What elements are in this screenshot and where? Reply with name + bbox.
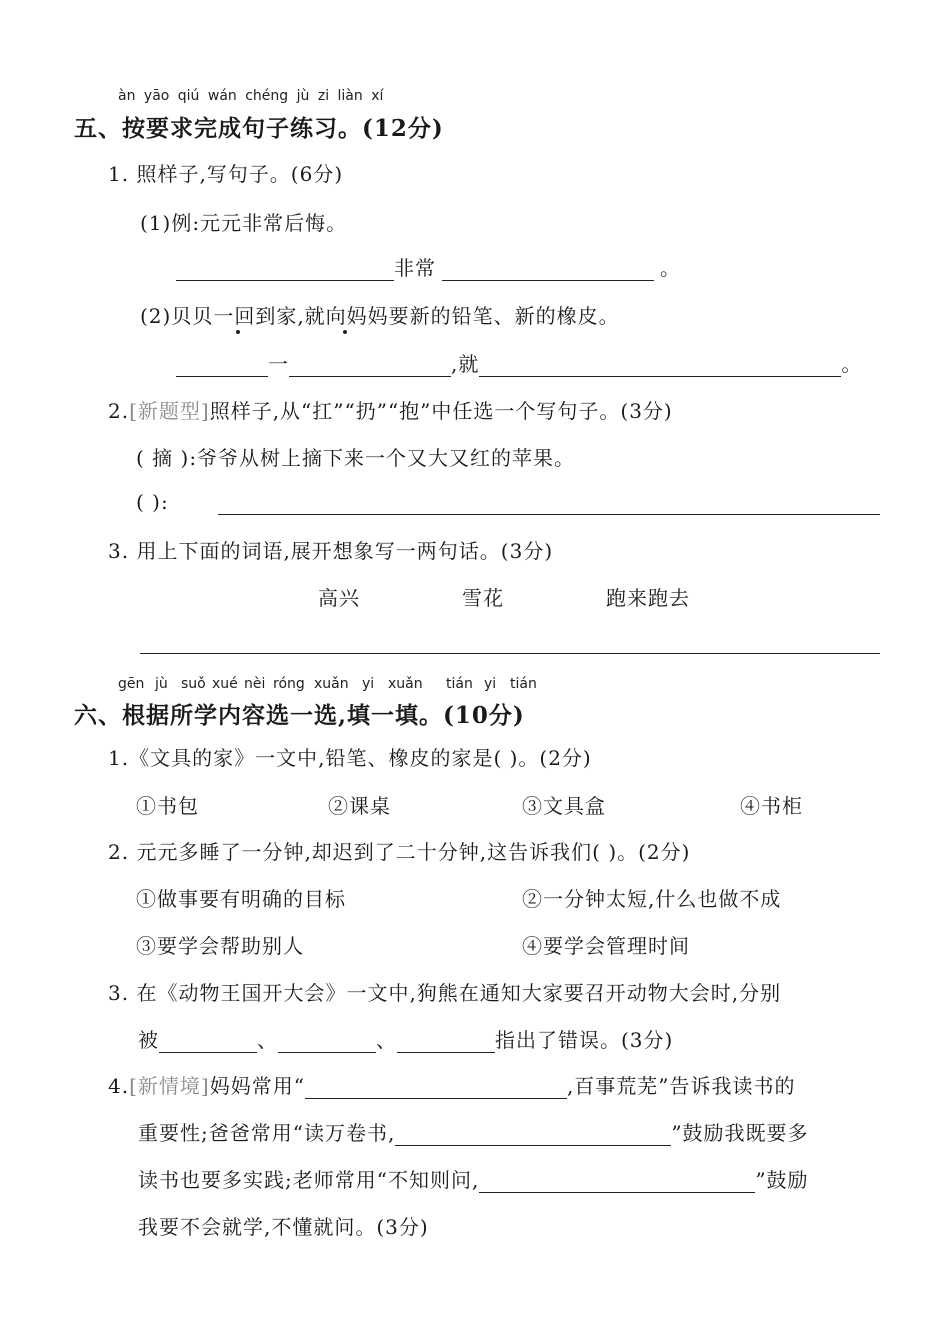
blank[interactable]	[395, 1121, 671, 1146]
s6-q2-option-4[interactable]: ④要学会管理时间	[522, 934, 690, 958]
section5-title: 五、按要求完成句子练习。(12分)	[74, 115, 444, 142]
q4-l1a: 妈妈常用“	[209, 1074, 305, 1098]
pinyin-syllable: yi	[484, 676, 497, 692]
s6-q4-line3	[138, 1164, 809, 1193]
new-type-tag: [新题型]	[129, 399, 210, 423]
pinyin-syllable: xuǎn	[388, 676, 423, 692]
blank[interactable]	[397, 1028, 495, 1053]
blank[interactable]	[278, 1028, 376, 1053]
blank[interactable]	[176, 352, 268, 377]
s6-q1-option-2[interactable]: ②课桌	[328, 794, 391, 818]
q4-l3a: 读书也要多实践;老师常用“不知则问,	[138, 1168, 480, 1192]
pinyin-syllable: róng	[273, 676, 305, 692]
s5-q3-word-2: 雪花	[462, 586, 504, 610]
section6-title: 六、根据所学内容选一选,填一填。(10分)	[74, 702, 525, 729]
q4-num: 4.	[108, 1074, 130, 1098]
pinyin-syllable: gēn	[118, 676, 145, 692]
q4-l1b: ,百事荒芜”告诉我读书的	[566, 1074, 796, 1098]
s5-q2-example: ( 摘 ):爷爷从树上摘下来一个又大又红的苹果。	[136, 446, 576, 470]
pinyin-syllable: jù	[155, 676, 168, 692]
pinyin-syllable: suǒ	[181, 676, 206, 692]
pinyin-syllable: tián	[510, 676, 537, 692]
s6-q3-line1: 3. 在《动物王国开大会》一文中,狗熊在通知大家要召开动物大会时,分别	[108, 981, 782, 1005]
emphasis-dot	[343, 330, 347, 334]
q4-l2b: ”鼓励我既要多	[671, 1121, 809, 1145]
pinyin-syllable: nèi	[244, 676, 266, 692]
pinyin-syllable: tián	[446, 676, 473, 692]
s6-q1-option-4[interactable]: ④书柜	[740, 794, 803, 818]
q3-sep: 、	[257, 1028, 278, 1052]
s5-q3-title: 3. 用上下面的词语,展开想象写一两句话。(3分)	[108, 539, 554, 563]
p2-end: 。	[841, 352, 863, 376]
pinyin-syllable: yi	[362, 676, 375, 692]
blank[interactable]	[479, 1168, 755, 1193]
blank[interactable]	[289, 352, 451, 377]
blank[interactable]	[479, 352, 841, 377]
q3-suffix: 指出了错误。(3分)	[495, 1028, 674, 1052]
q4-l3b: ”鼓励	[755, 1168, 809, 1192]
s6-q4-line2	[138, 1117, 809, 1146]
s6-q1-option-3[interactable]: ③文具盒	[522, 794, 606, 818]
s6-q4-line1	[108, 1070, 796, 1099]
s5-q1-title: 1. 照样子,写句子。(6分)	[108, 162, 344, 186]
q3-prefix: 被	[138, 1028, 159, 1052]
s5-q1-p2-answer	[176, 348, 862, 377]
answer-line[interactable]	[218, 514, 880, 515]
s5-q3-word-3: 跑来跑去	[606, 586, 690, 610]
s6-q4-line4: 我要不会就学,不懂就问。(3分)	[138, 1215, 429, 1239]
s6-q2-title: 2. 元元多睡了一分钟,却迟到了二十分钟,这告诉我们( )。(2分)	[108, 840, 691, 864]
p2-jiu: ,就	[451, 352, 480, 376]
q2-num: 2.	[108, 399, 130, 423]
s6-q1-title: 1.《文具的家》一文中,铅笔、橡皮的家是( )。(2分)	[108, 746, 592, 770]
pinyin-syllable: xuǎn	[314, 676, 349, 692]
blank[interactable]	[176, 256, 394, 281]
p1-end: 。	[660, 256, 681, 280]
new-context-tag: [新情境]	[129, 1074, 210, 1098]
s5-q1-p2-example: (2)贝贝一回到家,就向妈妈要新的铅笔、新的橡皮。	[140, 304, 620, 328]
emphasis-dot	[236, 330, 240, 334]
q4-l2a: 重要性;爸爸常用“读万卷书,	[138, 1121, 396, 1145]
s5-q1-p1-answer	[176, 252, 681, 281]
s5-q1-p1-example: (1)例:元元非常后悔。	[140, 211, 348, 235]
p1-word: 非常	[394, 256, 436, 280]
s6-q1-option-1[interactable]: ①书包	[136, 794, 199, 818]
s6-q2-option-3[interactable]: ③要学会帮助别人	[136, 934, 304, 958]
p2-yi: 一	[268, 352, 289, 376]
answer-line[interactable]	[140, 653, 880, 654]
s6-q2-option-1[interactable]: ①做事要有明确的目标	[136, 887, 346, 911]
q2-text: 照样子,从“扛”“扔”“抱”中任选一个写句子。(3分)	[209, 399, 673, 423]
s5-q2-title	[108, 395, 673, 424]
q3-sep: 、	[376, 1028, 397, 1052]
blank[interactable]	[442, 256, 654, 281]
s5-q2-answer-prefix: ( ):	[136, 490, 169, 514]
s5-q3-word-1: 高兴	[318, 586, 360, 610]
s6-q2-option-2[interactable]: ②一分钟太短,什么也做不成	[522, 887, 782, 911]
blank[interactable]	[159, 1028, 257, 1053]
blank[interactable]	[305, 1074, 567, 1099]
s6-q3-line2	[138, 1024, 673, 1053]
section5-pinyin: àn yāo qiú wán chéng jù zi liàn xí	[118, 88, 384, 104]
pinyin-syllable: xué	[212, 676, 238, 692]
